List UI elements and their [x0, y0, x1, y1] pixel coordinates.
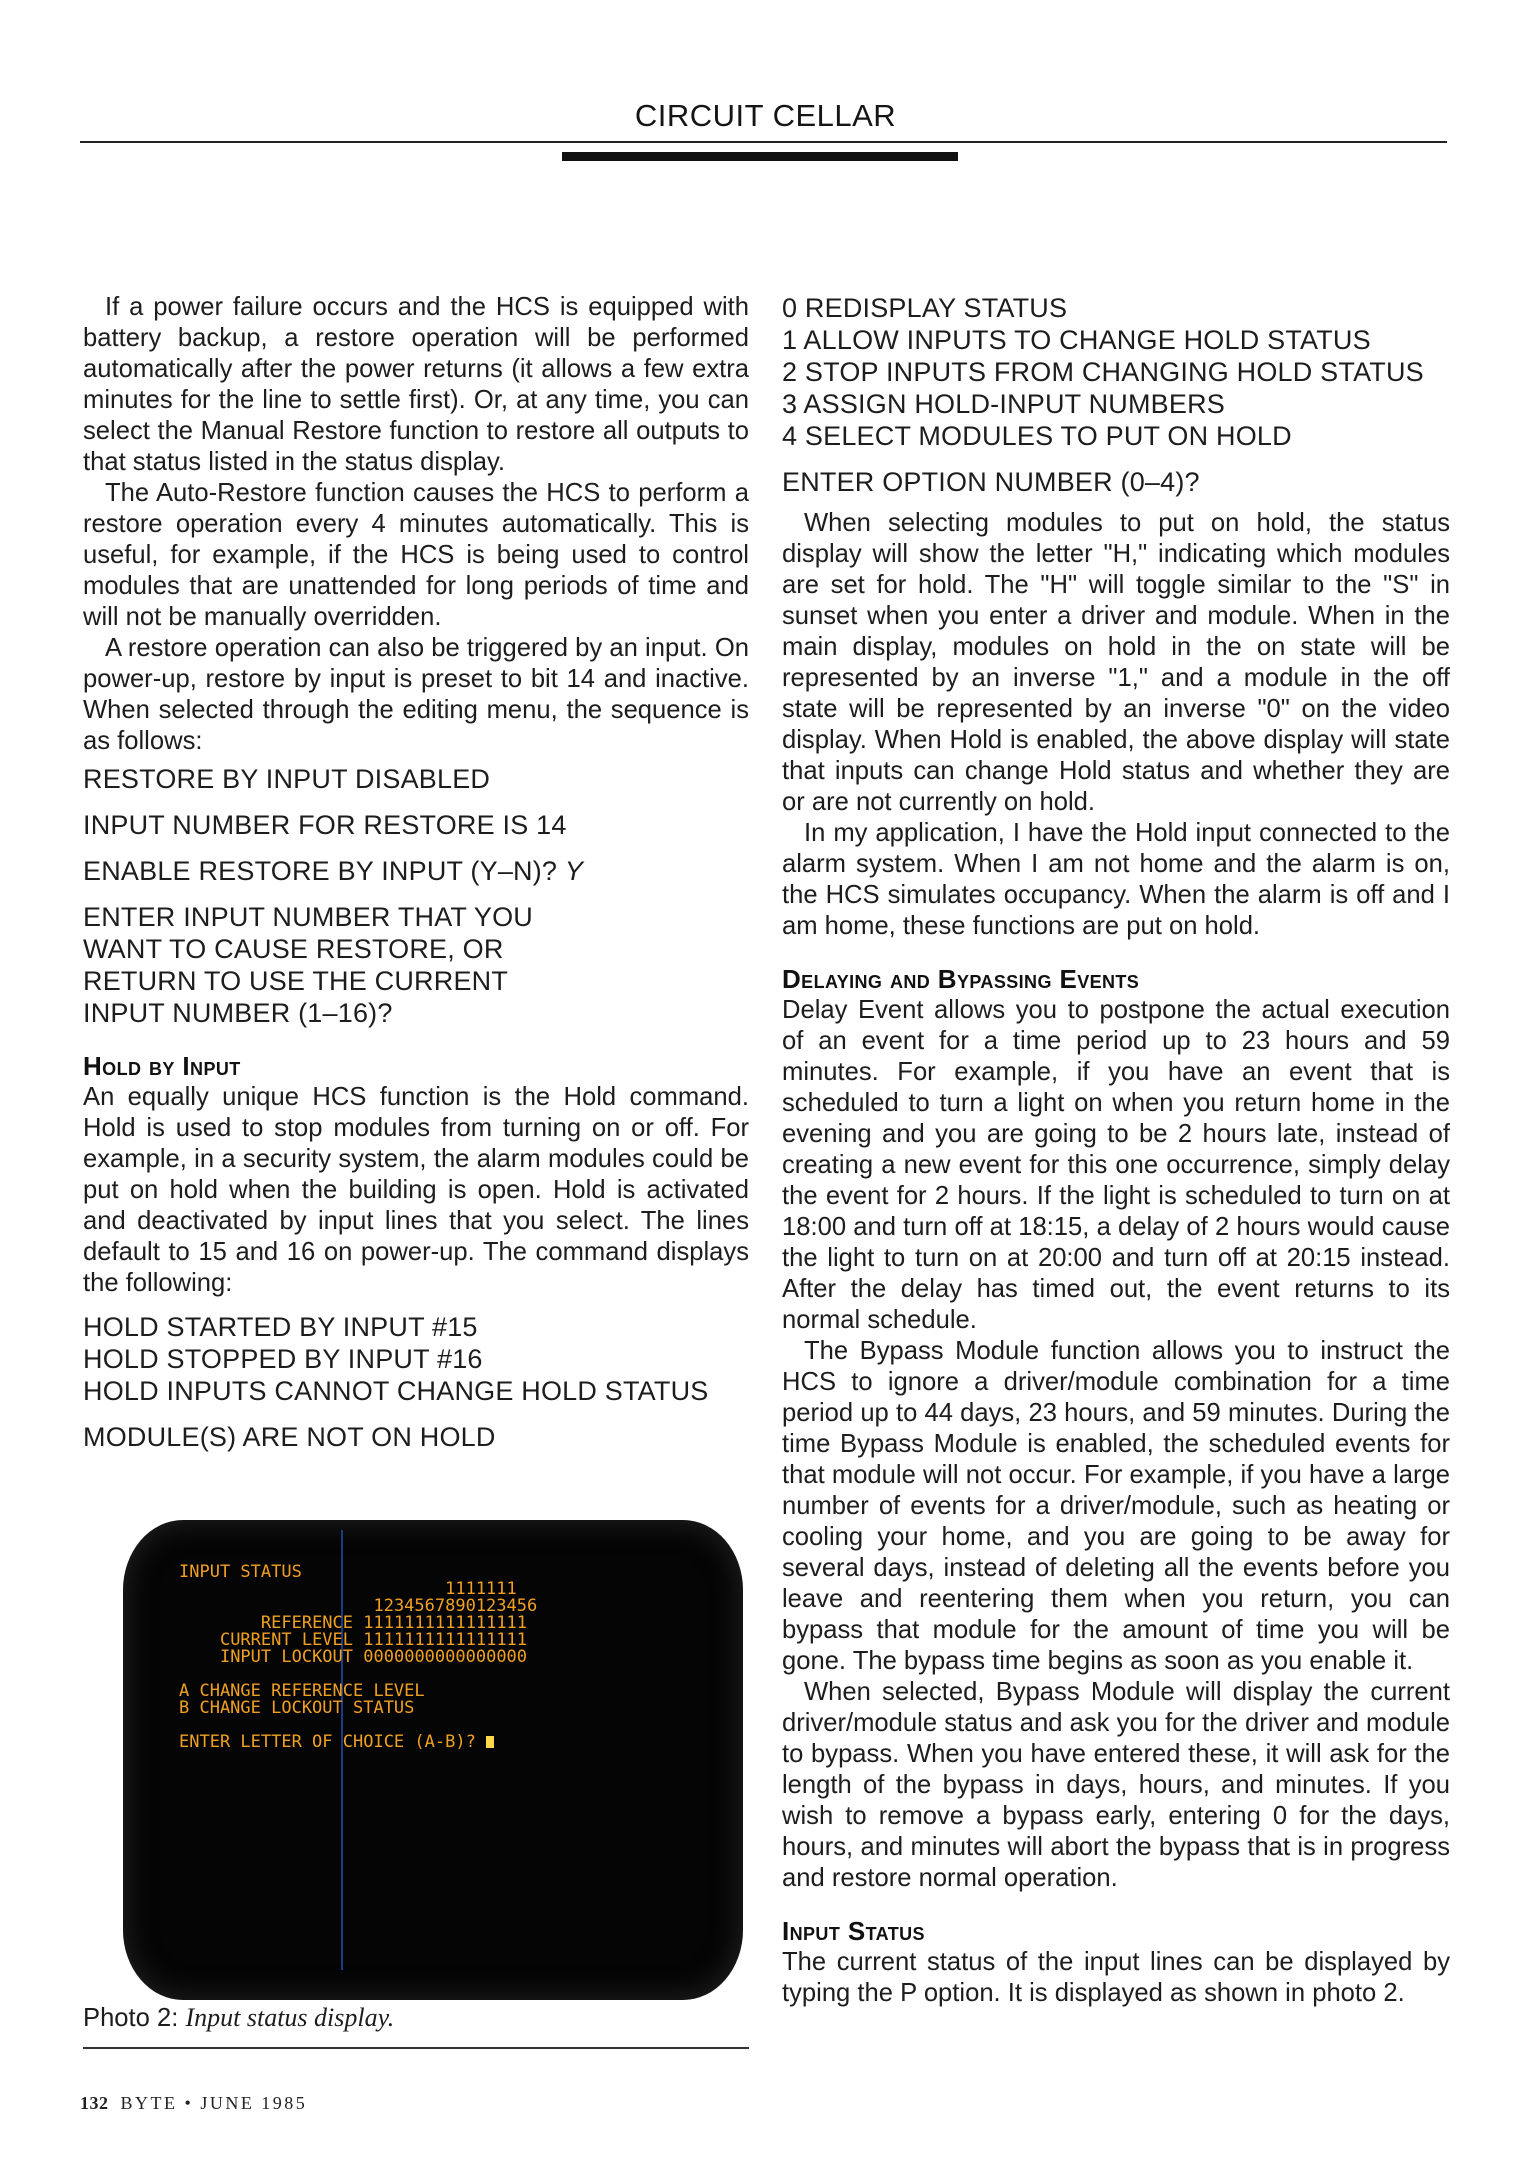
code-line: INPUT NUMBER (1–16)?: [83, 998, 393, 1028]
code-line: ENTER INPUT NUMBER THAT YOU: [83, 902, 533, 932]
screen-label: REFERENCE: [260, 1613, 354, 1633]
paragraph: When selected, Bypass Module will display the current driver/module status and ask you for the driver and module to bypass. When you have entered these, it will ask for the length of the bypass in days, hours, and minutes. If you wish to remove a bypass early, entering 0 for the days, hours, and minutes will abort the bypass that is in progress and restore normal operation.: [782, 1678, 1450, 1892]
footer-separator: •: [184, 2093, 194, 2113]
code-line: [83, 855, 749, 887]
code-line: 2 STOP INPUTS FROM CHANGING HOLD STATUS: [782, 357, 1424, 387]
page-number: 132: [80, 2093, 109, 2113]
section-heading: Delaying and Bypassing Events: [782, 964, 1140, 994]
caption-text: Input status display.: [185, 2003, 395, 2032]
paragraph: The current status of the input lines can be displayed by typing the P option. It is displayed as shown in photo 2.: [782, 1948, 1450, 2007]
screen-option: B CHANGE LOCKOUT STATUS: [179, 1698, 415, 1718]
paragraph: If a power failure occurs and the HCS is equipped with battery backup, a restore operation will be performed automatically after the power returns (it allows a few extra minutes for the line to settle first). Or, at any time, you can select the Manual Restore function to restore all outputs to that status listed in the status display.: [83, 293, 749, 476]
screen-option: A CHANGE REFERENCE LEVEL: [179, 1681, 425, 1701]
hold-sequence: [83, 1311, 749, 1453]
paragraph: An equally unique HCS function is the Hold command. Hold is used to stop modules from turning on or off. For example, in a security system, the alarm modules could be put on hold when the building is open. Hold is activated and deactivated by input lines that you select. The lines default to 15 and 16 on power-up. The command displays the following:: [83, 1083, 749, 1297]
code-line: HOLD STOPPED BY INPUT #16: [83, 1344, 483, 1374]
paragraph: When selecting modules to put on hold, the status display will show the letter "H," indicating which modules are set for hold. The "H" will toggle similar to the "S" in sunset when you enter a driver and module. When in the main display, modules on hold in the on state will be represented by an inverse "1," and a module in the off state will be represented by an inverse "0" on the video display. When Hold is enabled, the above display will state that inputs can change Hold status and whether they are or are not currently on hold.: [782, 509, 1450, 816]
screen-label: INPUT LOCKOUT: [219, 1647, 354, 1667]
cursor-icon: [486, 1736, 494, 1748]
header-bar: [562, 152, 958, 161]
code-line: MODULE(S) ARE NOT ON HOLD: [83, 1422, 496, 1452]
code-line: 3 ASSIGN HOLD-INPUT NUMBERS: [782, 389, 1225, 419]
screen-value: 1111111111111111: [363, 1630, 528, 1650]
paragraph: The Bypass Module function allows you to instruct the HCS to ignore a driver/module combination for a time period up to 44 days, 23 hours, and 59 minutes. During the time Bypass Module is enabled, the scheduled events for that module will not occur. For example, if you have a large number of events for a driver/module, such as heating or cooling your home, and you are going to be away for several days, instead of deleting all the events before you leave and reentering them when you return, you can bypass that module for the amount of time you will be gone. The bypass time begins as soon as you enable it.: [782, 1337, 1450, 1675]
right-column: [782, 292, 1450, 2009]
header-rule: [80, 141, 1447, 143]
screen-digits: 1111111: [445, 1579, 517, 1599]
paragraph: A restore operation can also be triggered by an input. On power-up, restore by input is preset to bit 14 and inactive. When selected through the editing menu, the sequence is as follows:: [83, 634, 749, 755]
code-line: ENTER OPTION NUMBER (0–4)?: [782, 467, 1200, 497]
code-answer: Y: [564, 856, 584, 886]
photo-caption: [83, 2003, 749, 2033]
option-menu: [782, 292, 1450, 498]
screen-title: INPUT STATUS: [179, 1562, 302, 1582]
restore-sequence: [83, 763, 749, 1029]
code-text: ENABLE RESTORE BY INPUT (Y–N)?: [83, 856, 558, 886]
screen-prompt: ENTER LETTER OF CHOICE (A-B)?: [179, 1732, 476, 1752]
screen-text: [179, 1564, 537, 1751]
paragraph: In my application, I have the Hold input connected to the alarm system. When I am not home and the alarm is on, the HCS simulates occupancy. When the alarm is off and I am home, these functions are put on hold.: [782, 819, 1450, 940]
photo-input-status: [83, 1520, 749, 2010]
screen-label: CURRENT LEVEL: [219, 1630, 354, 1650]
paragraph: Delay Event allows you to postpone the actual execution of an event for a time period up to 23 hours and 59 minutes. For example, if you have an event that is scheduled to turn a light on when you return home in the evening and you are going to be 2 hours late, instead of creating a new event for this one occurrence, simply delay the event for 2 hours. If the light is scheduled to turn on at 18:00 and turn off at 18:15, a delay of 2 hours would cause the light to turn on at 20:00 and turn off at 20:15 instead. After the delay has timed out, the event returns to its normal schedule.: [782, 996, 1450, 1334]
code-line: 1 ALLOW INPUTS TO CHANGE HOLD STATUS: [782, 325, 1371, 355]
issue-date: JUNE 1985: [200, 2093, 308, 2113]
section-title: CIRCUIT CELLAR: [634, 98, 897, 133]
caption-rule: [83, 2047, 749, 2049]
paragraph: The Auto-Restore function causes the HCS to perform a restore operation every 4 minutes automatically. This is useful, for example, if the HCS is being used to control modules that are unattended for long periods of time and will not be manually overridden.: [83, 479, 749, 631]
magazine-name: BYTE: [120, 2093, 178, 2113]
section-heading: Hold by Input: [83, 1051, 241, 1081]
page-footer: [80, 2093, 307, 2114]
caption-label: Photo 2:: [83, 2004, 179, 2032]
screen-digits: 1234567890123456: [373, 1596, 538, 1616]
code-line: HOLD STARTED BY INPUT #15: [83, 1312, 478, 1342]
code-line: RETURN TO USE THE CURRENT: [83, 966, 509, 996]
code-line: 0 REDISPLAY STATUS: [782, 293, 1068, 323]
code-line: 4 SELECT MODULES TO PUT ON HOLD: [782, 421, 1292, 451]
screen-value: 0000000000000000: [363, 1647, 528, 1667]
code-line: WANT TO CAUSE RESTORE, OR: [83, 934, 504, 964]
left-column: [83, 292, 749, 1453]
code-line: INPUT NUMBER FOR RESTORE IS 14: [83, 810, 567, 840]
code-line: RESTORE BY INPUT DISABLED: [83, 764, 491, 794]
section-heading: Input Status: [782, 1916, 925, 1946]
screen-value: 1111111111111111: [363, 1613, 528, 1633]
code-line: HOLD INPUTS CANNOT CHANGE HOLD STATUS: [83, 1376, 709, 1406]
